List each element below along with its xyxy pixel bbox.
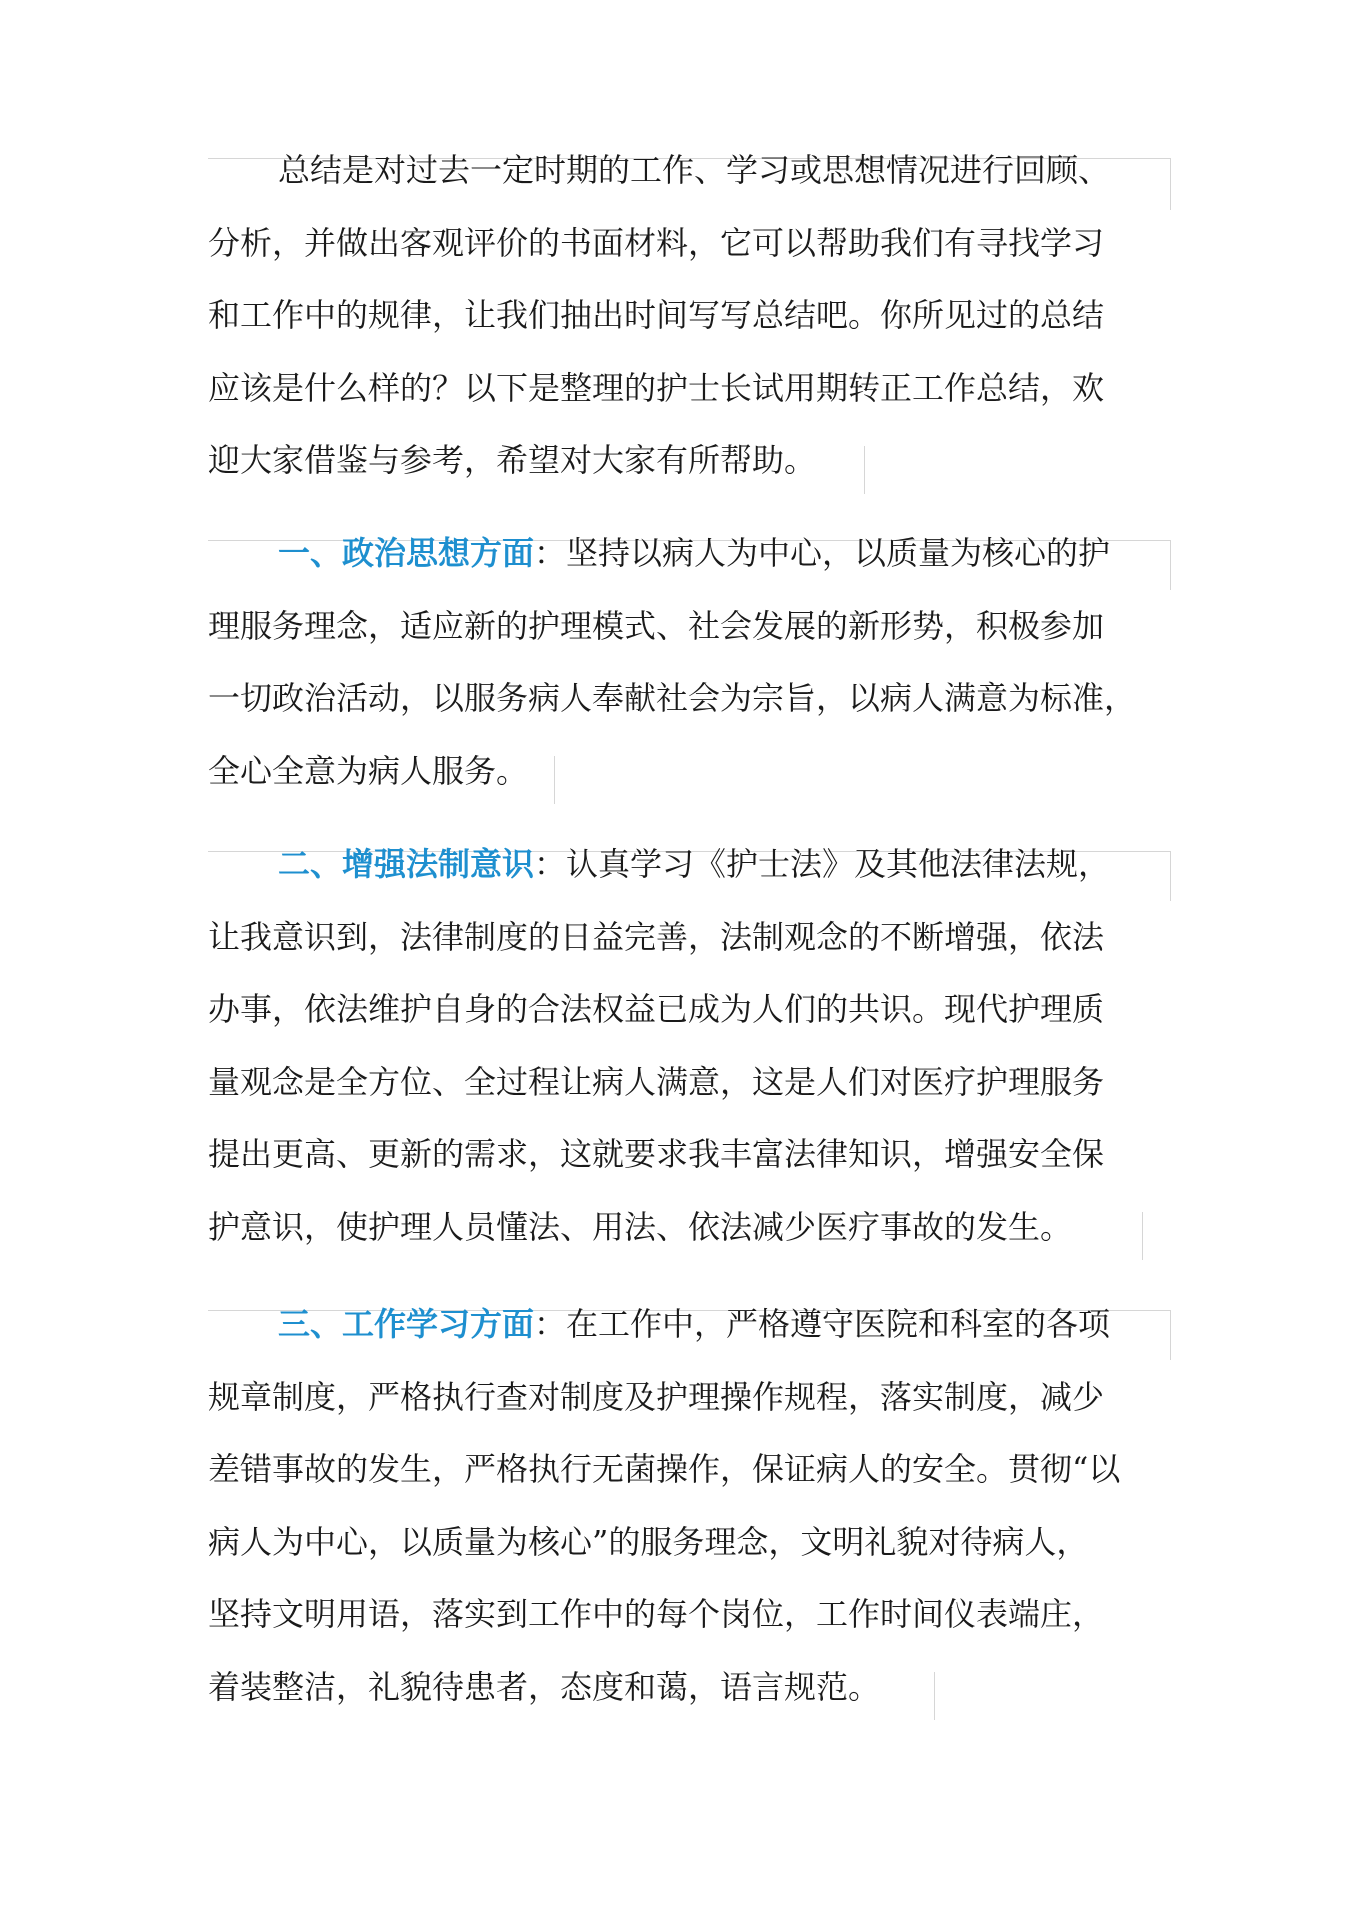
section-first-line-text: ：坚持以病人为中心，以质量为核心的护 (534, 534, 1111, 572)
section-political-thought (208, 517, 1168, 807)
guide-line (1170, 158, 1171, 210)
guide-line (1170, 1310, 1171, 1360)
section-line: 坚持文明用语，落实到工作中的每个岗位，工作时间仪表端庄， (208, 1595, 1105, 1633)
section-line: 理服务理念，适应新的护理模式、社会发展的新形势，积极参加 (208, 606, 1105, 645)
intro-line: 分析，并做出客观评价的书面材料，它可以帮助我们有寻找学习 (208, 223, 1105, 262)
section-line: 差错事故的发生，严格执行无菌操作，保证病人的安全。贯彻“以 (208, 1450, 1121, 1488)
section-first-line (208, 828, 1168, 901)
section-line: 护意识，使护理人员懂法、用法、依法减少医疗事故的发生。 (208, 1207, 1073, 1246)
guide-line (1170, 851, 1171, 901)
section-line: 量观念是全方位、全过程让病人满意，这是人们对医疗护理服务 (208, 1062, 1105, 1101)
section-line: 提出更高、更新的需求，这就要求我丰富法律知识，增强安全保 (208, 1135, 1105, 1173)
section-first-line-text: ：在工作中，严格遵守医院和科室的各项 (534, 1305, 1111, 1343)
section-first-line-text: ：认真学习《护士法》及其他法律法规， (534, 845, 1111, 883)
intro-line: 总结是对过去一定时期的工作、学习或思想情况进行回顾、 (278, 151, 1111, 189)
section-line: 让我意识到，法律制度的日益完善，法制观念的不断增强，依法 (208, 917, 1105, 956)
section-line: 着装整洁，礼貌待患者，态度和蔼，语言规范。 (208, 1667, 881, 1706)
section-heading: 三、工作学习方面 (278, 1305, 535, 1343)
section-line: 全心全意为病人服务。 (208, 751, 529, 790)
section-work-study (208, 1288, 1168, 1723)
section-line: 办事，依法维护自身的合法权益已成为人们的共识。现代护理质 (208, 990, 1105, 1028)
section-line: 病人为中心，以质量为核心”的服务理念，文明礼貌对待病人， (208, 1522, 1089, 1561)
intro-line: 迎大家借鉴与参考，希望对大家有所帮助。 (208, 441, 817, 479)
intro-line: 应该是什么样的？以下是整理的护士长试用期转正工作总结，欢 (208, 368, 1105, 407)
section-legal-awareness (208, 828, 1168, 1263)
section-first-line (208, 517, 1168, 590)
section-line: 规章制度，严格执行查对制度及护理操作规程，落实制度，减少 (208, 1377, 1105, 1416)
section-heading: 一、政治思想方面 (278, 534, 535, 572)
section-first-line (208, 1288, 1168, 1361)
intro-paragraph (208, 134, 1168, 497)
section-line: 一切政治活动，以服务病人奉献社会为宗旨，以病人满意为标准， (208, 679, 1137, 717)
guide-line (1170, 540, 1171, 590)
intro-line: 和工作中的规律，让我们抽出时间写写总结吧。你所见过的总结 (208, 296, 1105, 334)
section-heading: 二、增强法制意识 (278, 845, 535, 883)
